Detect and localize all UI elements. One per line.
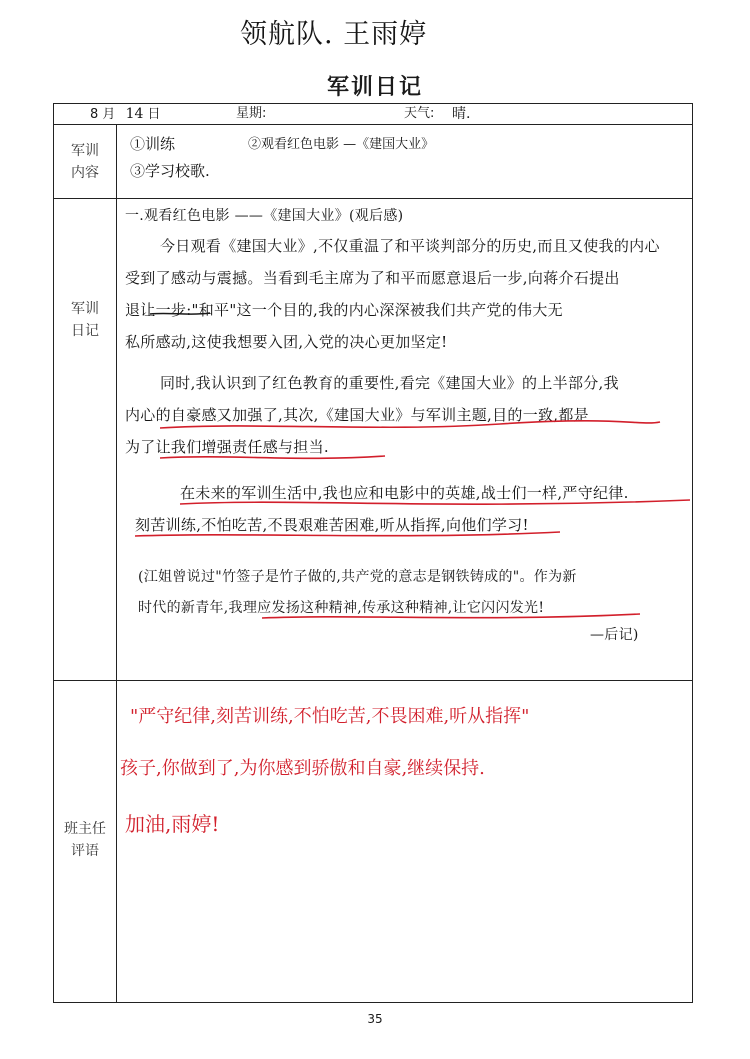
- red-underline: [180, 500, 690, 504]
- diary-line: 为了让我们增强责任感与担当.: [125, 438, 329, 456]
- comment-label-line-1: 班主任: [64, 821, 106, 837]
- weather-label: 天气:: [404, 106, 435, 121]
- red-underline: [160, 456, 385, 458]
- red-underline: [160, 421, 660, 428]
- red-underline: [262, 614, 640, 618]
- diary-line: 同时,我认识到了红色教育的重要性,看完《建国大业》的上半部分,我: [160, 374, 619, 392]
- teacher-comment-line-1: "严守纪律,刻苦训练,不怕吃苦,不畏困难,听从指挥": [130, 706, 530, 727]
- content-label-line-1: 军训: [71, 143, 99, 159]
- page-title: 军训日记: [326, 75, 423, 100]
- diary-label-line-2: 日记: [71, 323, 99, 339]
- training-item-2: ②观看红色电影 —《建国大业》: [248, 137, 435, 152]
- diary-line: 受到了感动与震撼。当看到毛主席为了和平而愿意退后一步,向蒋介石提出: [125, 269, 620, 287]
- diary-line: 在未来的军训生活中,我也应和电影中的英雄,战士们一样,严守纪律.: [180, 484, 629, 502]
- diary-afterword-signoff: —后记): [590, 627, 639, 643]
- diary-line: 刻苦训练,不怕吃苦,不畏艰难苦困难,听从指挥,向他们学习!: [135, 516, 529, 534]
- diary-line: (江姐曾说过"竹签子是竹子做的,共产党的意志是钢铁铸成的"。作为新: [138, 569, 577, 585]
- month-unit: 月: [102, 107, 116, 122]
- strikethrough-mark: [150, 313, 210, 314]
- header-handwritten-name: 领航队. 王雨婷: [240, 19, 428, 50]
- page-number: 35: [367, 1012, 383, 1026]
- teacher-comment-line-2: 孩子,你做到了,为你感到骄傲和自豪,继续保持.: [120, 758, 485, 779]
- diary-line: 内心的自豪感又加强了,其次,《建国大业》与军训主题,目的一致,都是: [125, 406, 589, 424]
- weekday-label: 星期:: [236, 106, 267, 121]
- diary-heading: 一.观看红色电影 ——《建国大业》(观后感): [125, 208, 404, 224]
- content-label-line-2: 内容: [71, 165, 99, 181]
- red-underline: [135, 532, 560, 536]
- diary-line: 时代的新青年,我理应发扬这种精神,传承这种精神,让它闪闪发光!: [138, 600, 545, 616]
- comment-label-line-2: 评语: [71, 843, 99, 859]
- weather-value: 晴.: [452, 106, 471, 122]
- day-unit: 日: [147, 107, 161, 122]
- teacher-comment-line-3: 加油,雨婷!: [125, 812, 220, 836]
- month-value: 8: [90, 107, 99, 122]
- day-value: 14: [125, 106, 144, 122]
- diary-line: 今日观看《建国大业》,不仅重温了和平谈判部分的历史,而且又使我的内心: [160, 237, 660, 255]
- training-item-1: ①训练: [130, 135, 176, 153]
- diary-line: 私所感动,这使我想要入团,入党的决心更加坚定!: [125, 333, 448, 351]
- training-item-3: ③学习校歌.: [130, 162, 210, 180]
- diary-label-line-1: 军训: [71, 301, 99, 317]
- diary-line: 退让一步:"和平"这一个目的,我的内心深深被我们共产党的伟大无: [125, 301, 563, 319]
